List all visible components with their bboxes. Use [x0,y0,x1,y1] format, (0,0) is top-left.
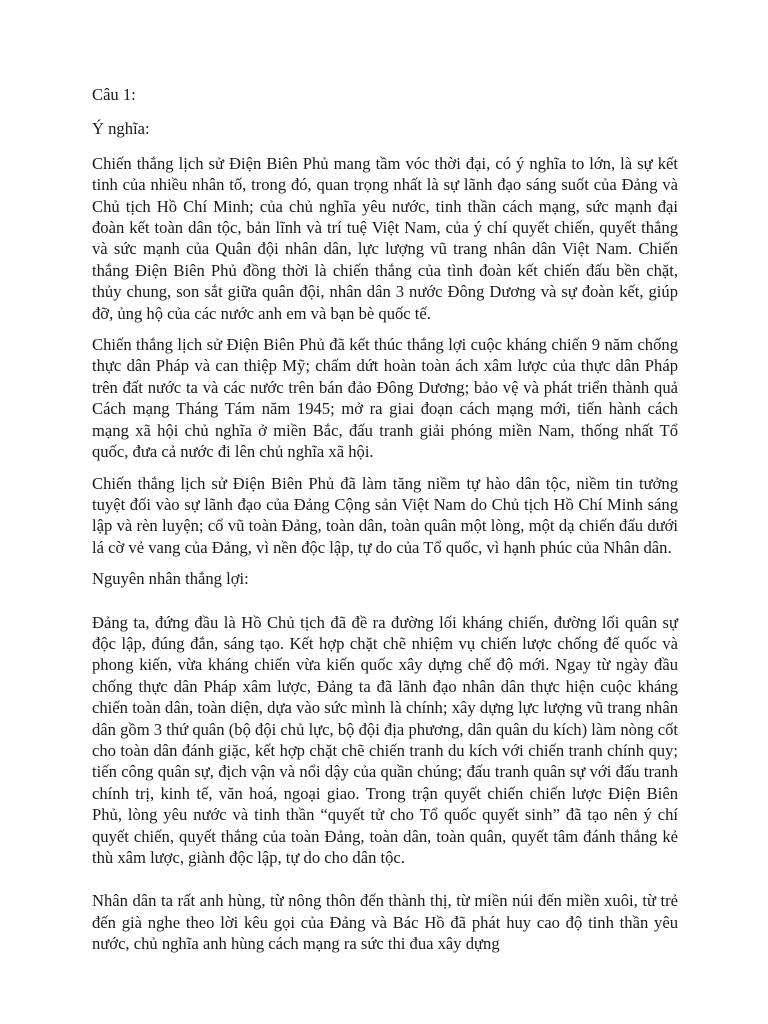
cause-paragraph-2: Nhân dân ta rất anh hùng, từ nông thôn đến thành thị, từ miền núi đến miền xuôi, từ trẻ đến già nghe theo lời kêu gọi của Đảng và Bác Hồ đã phát huy cao độ tinh thần yêu nước, chủ nghĩa anh hùng cách mạng ra sức thi đua xây dựng [92,891,678,954]
document-page [92,84,678,965]
meaning-paragraph-3: Chiến thắng lịch sử Điện Biên Phủ đã làm tăng niềm tự hào dân tộc, niềm tin tưởng tuyệt đối vào sự lãnh đạo của Đảng Cộng sản Việt Nam do Chủ tịch Hồ Chí Minh sáng lập và rèn luyện; cổ vũ toàn Đảng, toàn dân, toàn quân một lòng, một dạ chiến đấu dưới lá cờ vẻ vang của Đảng, vì nền độc lập, tự do của Tổ quốc, vì hạnh phúc của Nhân dân. [92,473,678,557]
meaning-paragraph-2: Chiến thắng lịch sử Điện Biên Phủ đã kết thúc thắng lợi cuộc kháng chiến 9 năm chống thực dân Pháp và can thiệp Mỹ; chấm dứt hoàn toàn ách xâm lược của thực dân Pháp trên đất nước ta và các nước trên bán đảo Đông Dương; bảo vệ và phát triển thành quả Cách mạng Tháng Tám năm 1945; mở ra giai đoạn cách mạng mới, tiến hành cách mạng xã hội chủ nghĩa ở miền Bắc, đấu tranh giải phóng miền Nam, thống nhất Tổ quốc, đưa cả nước đi lên chủ nghĩa xã hội. [92,335,678,462]
meaning-heading: Ý nghĩa: [92,119,150,139]
cause-heading: Nguyên nhân thắng lợi: [92,569,249,589]
question-label: Câu 1: [92,85,136,104]
meaning-paragraph-1: Chiến thắng lịch sử Điện Biên Phủ mang tầm vóc thời đại, có ý nghĩa to lớn, là sự kết tinh của nhiều nhân tố, trong đó, quan trọng nhất là sự lãnh đạo sáng suốt của Đảng và Chủ tịch Hồ Chí Minh; của chủ nghĩa yêu nước, tinh thần cách mạng, sức mạnh đại đoàn kết toàn dân tộc, bản lĩnh và trí tuệ Việt Nam, của ý chí quyết chiến, quyết thắng và sức mạnh của Quân đội nhân dân, lực lượng vũ trang nhân dân Việt Nam. Chiến thắng Điện Biên Phủ đồng thời là chiến thắng của tình đoàn kết chiến đấu bền chặt, thủy chung, son sắt giữa quân đội, nhân dân 3 nước Đông Dương và sự đoàn kết, giúp đỡ, ủng hộ của các nước anh em và bạn bè quốc tế. [92,153,678,323]
cause-paragraph-1: Đảng ta, đứng đầu là Hồ Chủ tịch đã đề ra đường lối kháng chiến, đường lối quân sự độc lập, đúng đắn, sáng tạo. Kết hợp chặt chẽ nhiệm vụ chiến lược chống đế quốc và phong kiến, vừa kháng chiến vừa kiến quốc xây dựng chế độ mới. Ngay từ ngày đầu chống thực dân Pháp xâm lược, Đảng ta đã lãnh đạo nhân dân thực hiện cuộc kháng chiến toàn dân, toàn diện, dựa vào sức mình là chính; xây dựng lực lượng vũ trang nhân dân gồm 3 thứ quân (bộ đội chủ lực, bộ đội địa phương, dân quân du kích) làm nòng cốt cho toàn dân đánh giặc, kết hợp chặt chẽ chiến tranh du kích với chiến tranh chính quy; tiến công quân sự, địch vận và nổi dậy của quần chúng; đấu tranh quân sự với đấu tranh chính trị, kinh tế, văn hoá, ngoại giao. Trong trận quyết chiến chiến lược Điện Biên Phủ, lòng yêu nước và tinh thần “quyết tử cho Tổ quốc quyết sinh” đã tạo nên ý chí quyết chiến, quyết thắng của toàn Đảng, toàn dân, toàn quân, quyết tâm đánh thắng kẻ thù xâm lược, giành độc lập, tự do cho dân tộc. [92,612,678,867]
